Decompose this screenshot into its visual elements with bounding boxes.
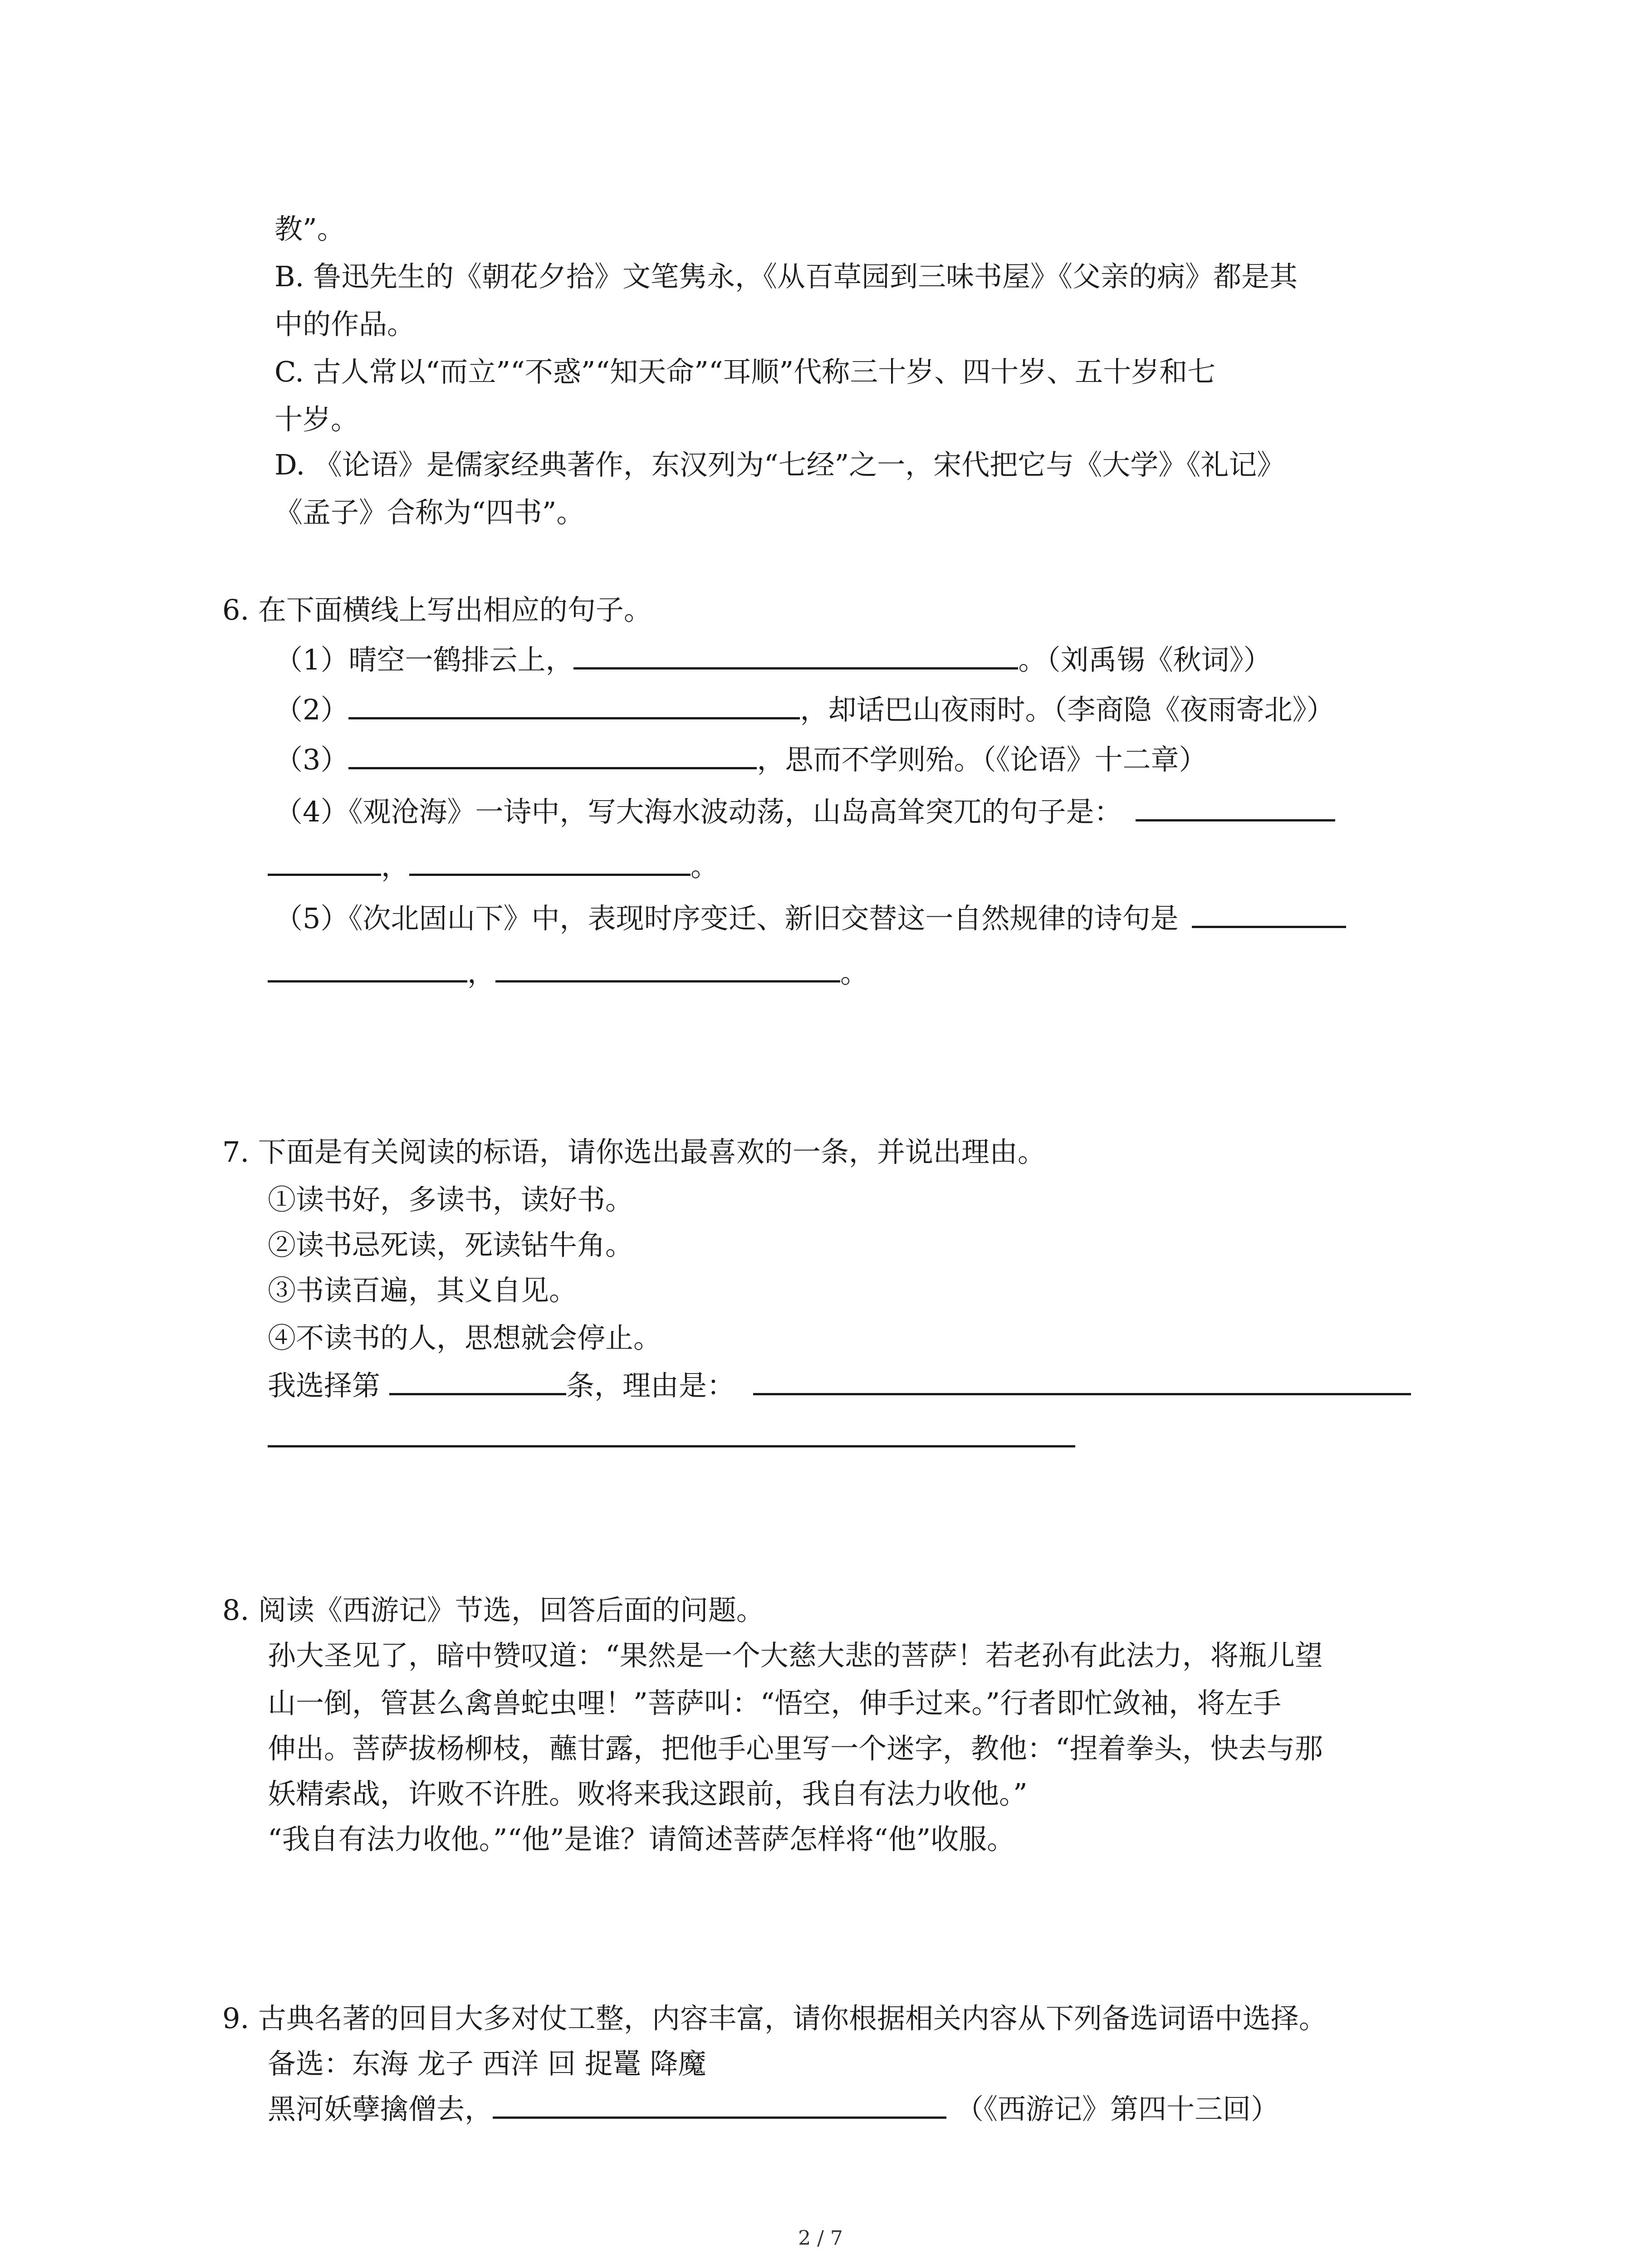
- q7-option-2: ②读书忌死读，死读钻牛角。: [268, 1228, 634, 1261]
- answer-blank[interactable]: [493, 2088, 946, 2119]
- q8-passage-line: 孙大圣见了，暗中赞叹道：“果然是一个大慈大悲的菩萨！若老孙有此法力，将瓶儿望: [268, 1639, 1323, 1672]
- q7-option-3: ③书读百遍，其义自见。: [268, 1274, 578, 1307]
- answer-blank[interactable]: [268, 846, 381, 876]
- q6-stem: 6. 在下面横线上写出相应的句子。: [222, 593, 652, 626]
- q6-item-3: （3） ，思而不学则殆。（《论语》十二章）: [274, 737, 1207, 782]
- q5-option-c: C. 古人常以“而立”“不惑”“知天命”“耳顺”代称三十岁、四十岁、五十岁和七: [274, 355, 1216, 388]
- answer-blank[interactable]: [348, 689, 800, 719]
- answer-blank[interactable]: [753, 1365, 1411, 1395]
- q5-text-line: 《孟子》合称为“四书”。: [274, 496, 585, 529]
- q5-text-line: 十岁。: [274, 403, 359, 436]
- q5-text-line: 中的作品。: [274, 308, 416, 341]
- answer-blank[interactable]: [348, 739, 757, 769]
- q6-item-4-cont: ， 。: [268, 844, 719, 889]
- answer-blank[interactable]: [389, 1365, 566, 1395]
- answer-blank[interactable]: [268, 1417, 1075, 1447]
- answer-blank[interactable]: [409, 846, 691, 876]
- q6-item-2: （2） ，却话巴山夜雨时。（李商隐《夜雨寄北》）: [274, 687, 1334, 733]
- q7-answer-cont: [268, 1415, 1075, 1461]
- page-number: 2 / 7: [798, 2227, 843, 2250]
- q5-text-line: 教”。: [274, 212, 345, 245]
- q7-option-1: ①读书好，多读书，读好书。: [268, 1183, 634, 1216]
- q9-answer-line: 黑河妖孽擒僧去， （《西游记》第四十三回）: [268, 2087, 1279, 2132]
- answer-blank[interactable]: [573, 639, 1018, 670]
- q8-question: “我自有法力收他。”“他”是谁？请简述菩萨怎样将“他”收服。: [268, 1823, 1015, 1856]
- q6-item-4: （4）《观沧海》一诗中，写大海水波动荡，山岛高耸突兀的句子是：: [274, 789, 1335, 835]
- q8-passage-line: 伸出。菩萨拔杨柳枝，蘸甘露，把他手心里写一个迷字，教他：“捏着拳头，快去与那: [268, 1732, 1323, 1765]
- q5-option-d: D. 《论语》是儒家经典著作，东汉列为“七经”之一，宋代把它与《大学》《礼记》: [274, 448, 1285, 481]
- q7-stem: 7. 下面是有关阅读的标语，请你选出最喜欢的一条，并说出理由。: [222, 1135, 1046, 1168]
- answer-blank[interactable]: [495, 952, 840, 982]
- q6-item-1: （1）晴空一鹤排云上， 。（刘禹锡《秋词》）: [274, 637, 1271, 683]
- answer-blank[interactable]: [1136, 791, 1335, 821]
- q5-option-b: B. 鲁迅先生的《朝花夕拾》文笔隽永，《从百草园到三味书屋》《父亲的病》都是其: [274, 260, 1298, 293]
- answer-blank[interactable]: [1192, 898, 1346, 928]
- q6-item-5-cont: ， 。: [268, 950, 868, 996]
- q6-item-5: （5）《次北固山下》中，表现时序变迁、新旧交替这一自然规律的诗句是: [274, 896, 1346, 941]
- q8-passage-line: 山一倒，管甚么禽兽蛇虫哩！”菩萨叫：“悟空，伸手过来。”行者即忙敛袖，将左手: [268, 1686, 1282, 1720]
- q9-options: 备选：东海 龙子 西洋 回 捉鼍 降魔: [268, 2047, 706, 2080]
- q7-option-4: ④不读书的人，思想就会停止。: [268, 1321, 662, 1354]
- q8-stem: 8. 阅读《西游记》节选，回答后面的问题。: [222, 1593, 764, 1627]
- q9-stem: 9. 古典名著的回目大多对仗工整，内容丰富，请你根据相关内容从下列备选词语中选择。: [222, 2002, 1327, 2035]
- q8-passage-line: 妖精索战，许败不许胜。败将来我这跟前，我自有法力收他。”: [268, 1777, 1028, 1810]
- q7-answer-line: 我选择第 条，理由是：: [268, 1363, 1411, 1408]
- answer-blank[interactable]: [268, 952, 467, 982]
